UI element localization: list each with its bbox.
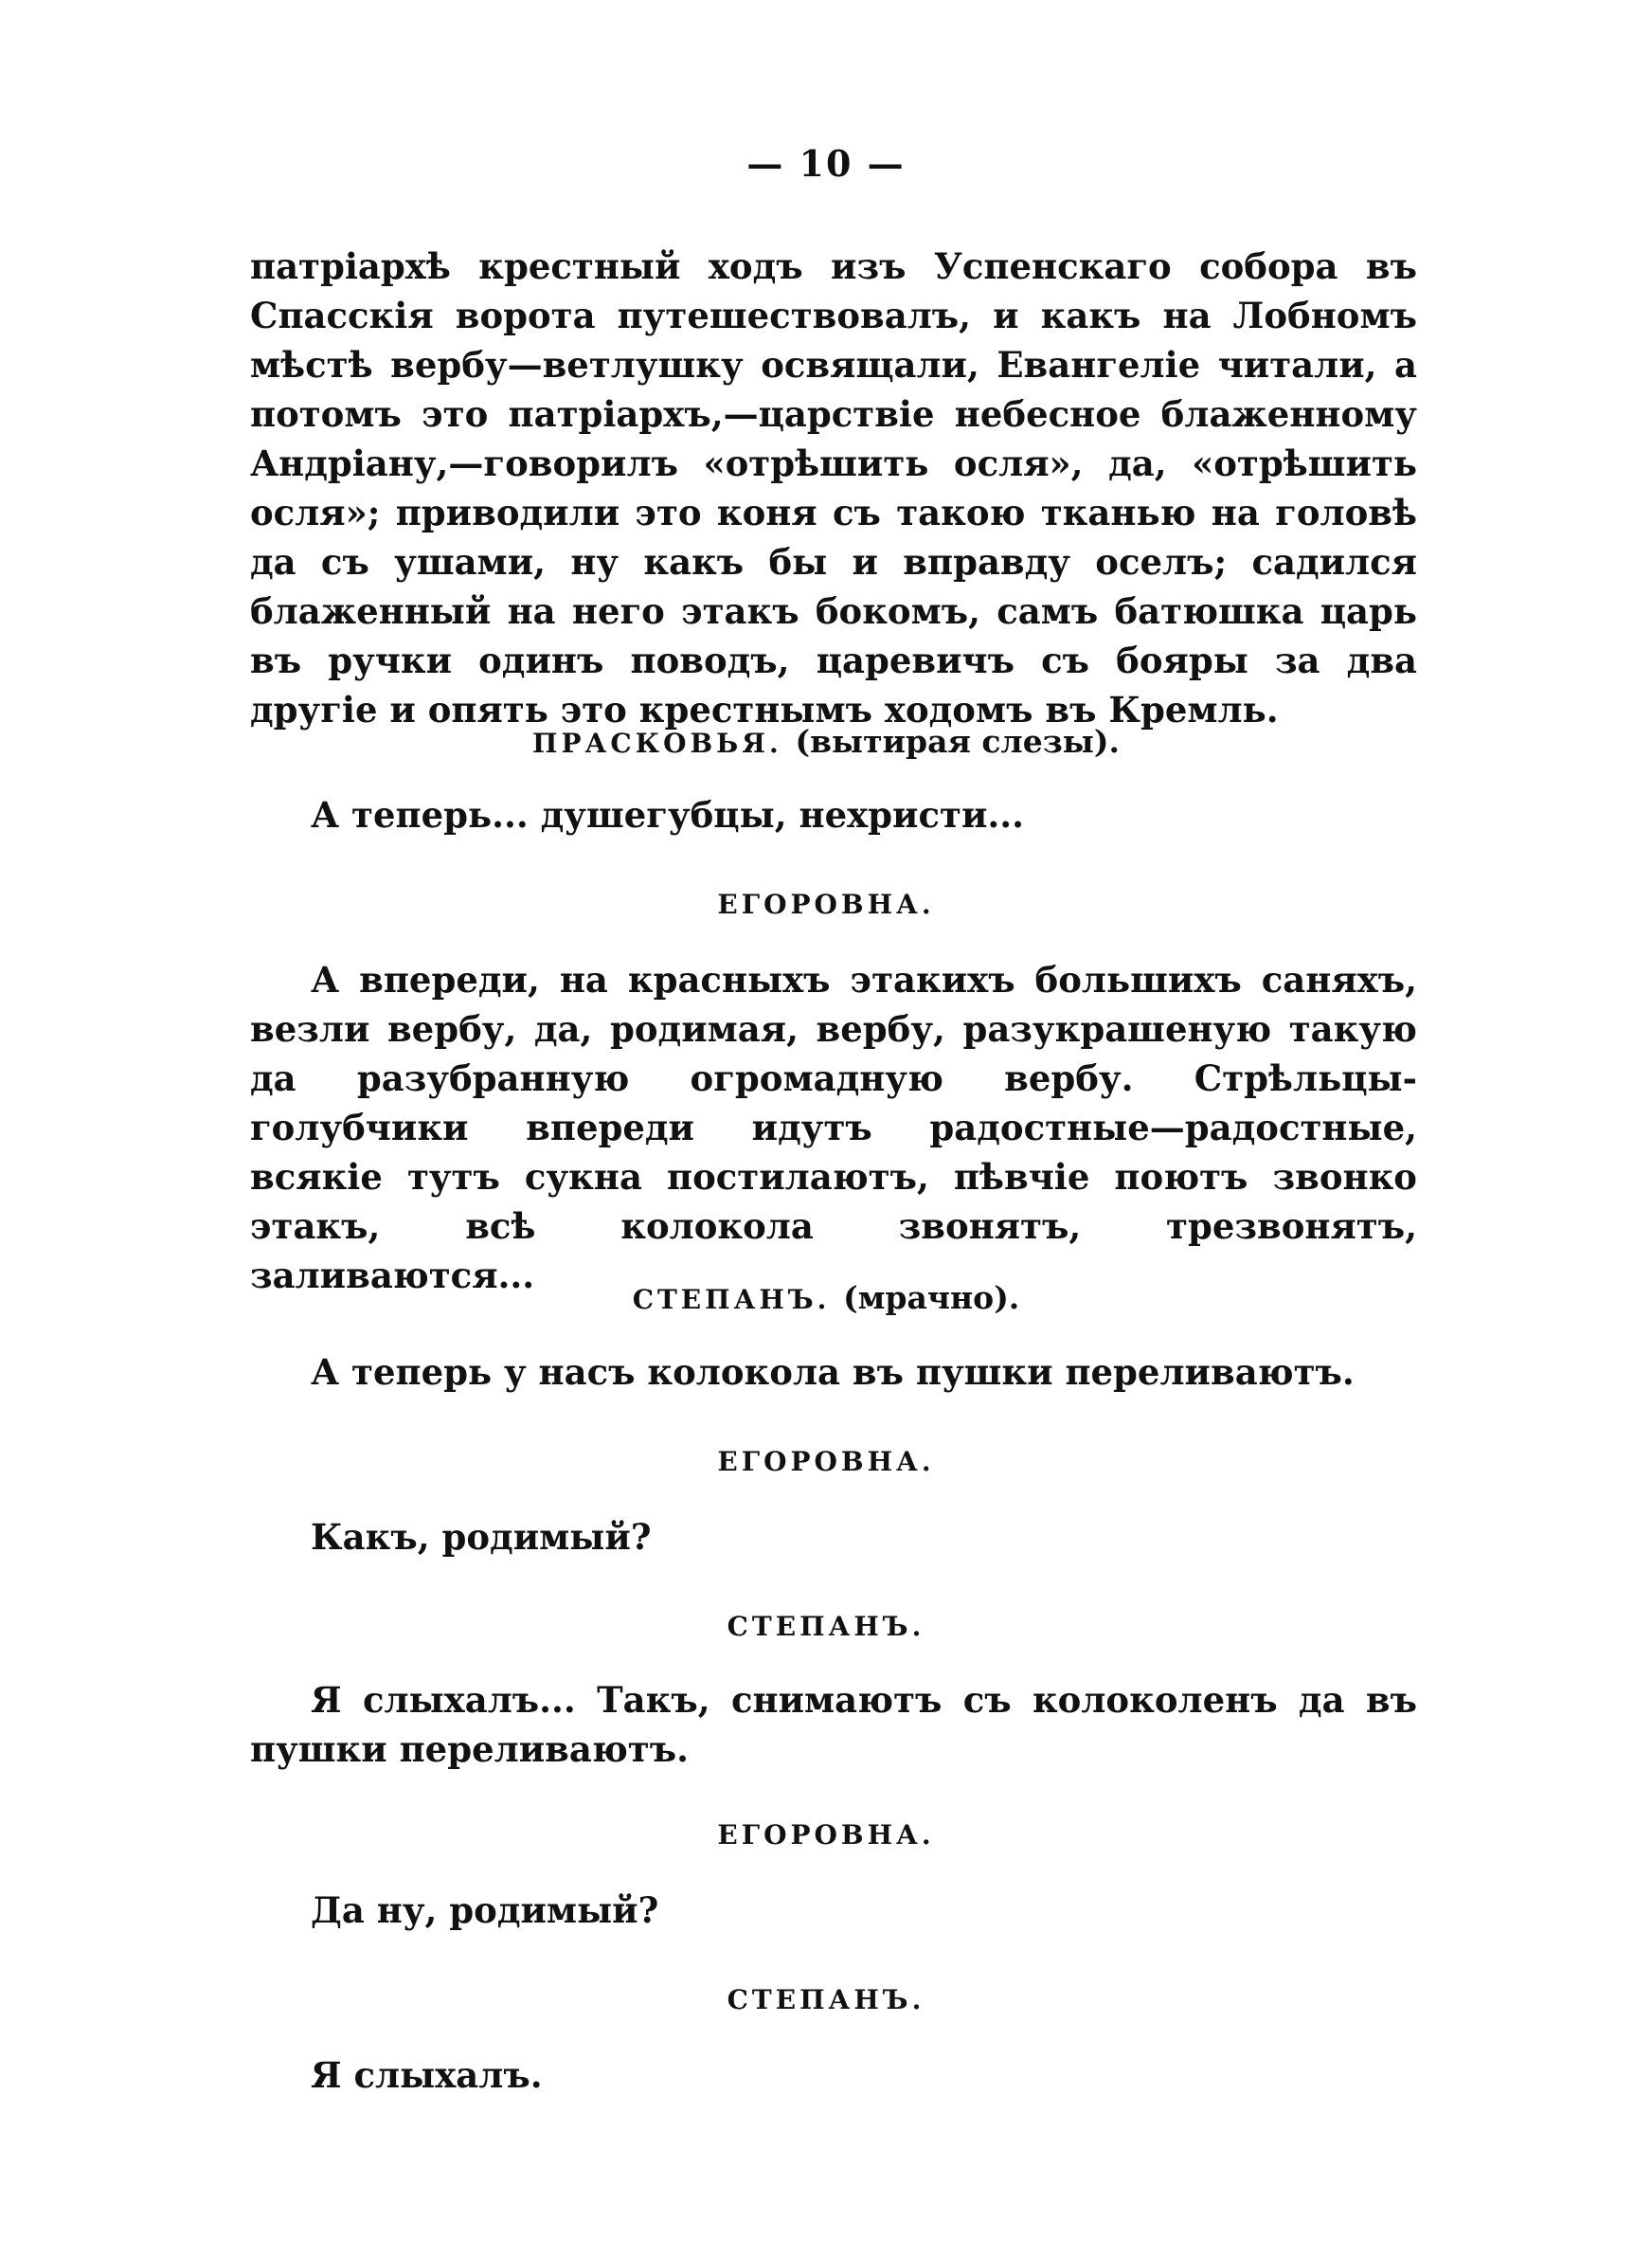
page-number: — 10 — xyxy=(746,142,906,185)
speaker-stepan: СТЕПАНЪ. xyxy=(727,1611,925,1642)
speaker-stepan xyxy=(0,1279,1652,1316)
paragraph-egorovna: Какъ, родимый? xyxy=(311,1516,652,1558)
speaker-praskovya xyxy=(0,723,1652,760)
speaker-egorovna: ЕГОРОВНА. xyxy=(717,1446,935,1477)
speaker-stepan: СТЕПАНЪ. xyxy=(727,1984,925,2015)
paragraph-praskovya: А теперь... душегубцы, нехристи... xyxy=(311,794,1025,836)
paragraph-egorovna: Да ну, родимый? xyxy=(311,1889,659,1931)
speaker-name: ПРАСКОВЬЯ. xyxy=(532,728,782,759)
paragraph-egorovna: А впереди, на красныхъ этакихъ большихъ саняхъ, везли вербу, да, родимая, вербу, разукрашеную такую да разубранную огромадную вербу. Стрѣльцы-голубчики впереди идутъ радостные—радостные, всякіе тутъ сукна постилаютъ, пѣвчіе поютъ звонко этакъ, всѣ колокола звонятъ, трезвонятъ, заливаются... xyxy=(250,959,1417,1296)
paragraph-stepan: А теперь у насъ колокола въ пушки переливаютъ. xyxy=(311,1351,1355,1393)
paragraph-stepan: Я слыхалъ... Такъ, снимаютъ съ колоколенъ да въ пушки переливаютъ. xyxy=(250,1679,1417,1770)
paragraph-stepan: Я слыхалъ. xyxy=(311,2054,543,2096)
speaker-egorovna: ЕГОРОВНА. xyxy=(717,889,935,920)
stage-direction: (вытирая слезы). xyxy=(795,723,1120,760)
speaker-name: СТЕПАНЪ. xyxy=(632,1284,831,1315)
speaker-egorovna: ЕГОРОВНА. xyxy=(717,1819,935,1851)
stage-direction: (мрачно). xyxy=(843,1279,1020,1316)
paragraph-opening: патріархѣ крестный ходъ изъ Успенскаго собора въ Спасскія ворота путешествовалъ, и какъ на Лобномъ мѣстѣ вербу—ветлушку освящали, Евангеліе читали, а потомъ это патріархъ,—царствіе небесное блаженному Андріану,—говорилъ «отрѣшить осля», да, «отрѣшить осля»; приводили это коня съ такою тканью на головѣ да съ ушами, ну какъ бы и вправду оселъ; садился блаженный на него этакъ бокомъ, самъ батюшка царь въ ручки одинъ поводъ, царевичъ съ бояры за два другіе и опять это крестнымъ ходомъ въ Кремль. xyxy=(250,245,1417,731)
